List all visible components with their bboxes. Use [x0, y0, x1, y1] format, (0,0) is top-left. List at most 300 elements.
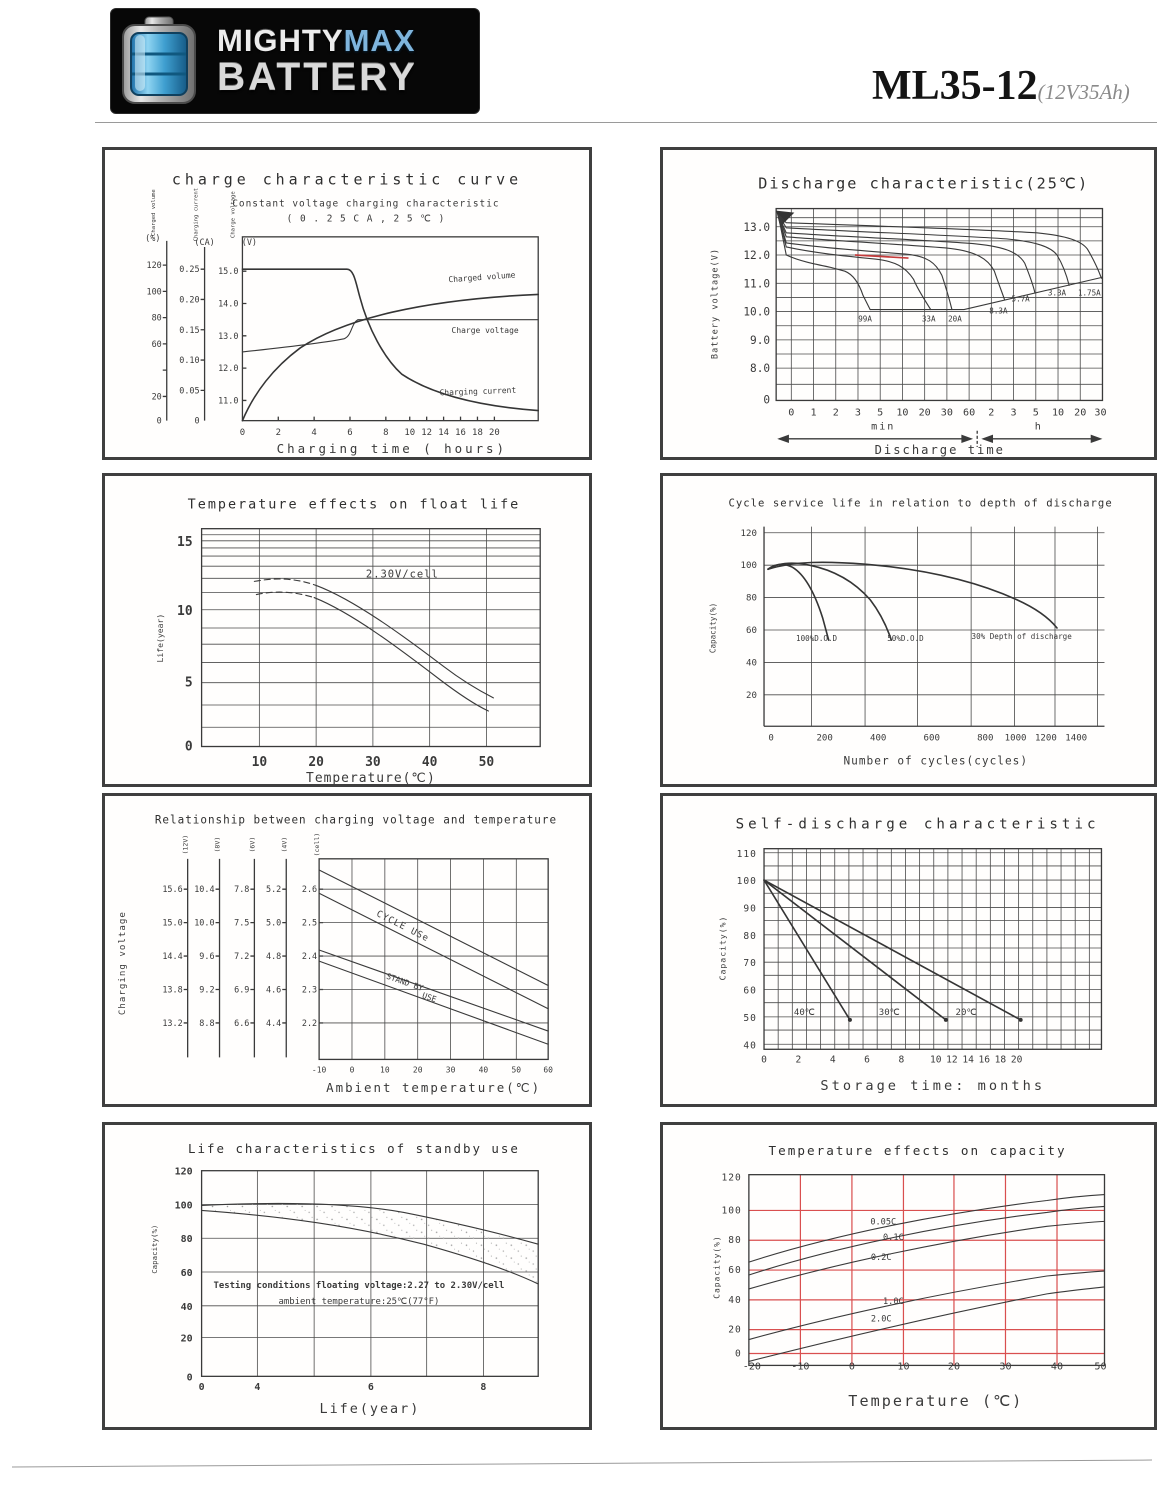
band-top-dashed [254, 579, 316, 585]
x-axis-label: Ambient temperature(℃) [326, 1079, 542, 1095]
tick: 6 [367, 1382, 374, 1394]
chart-subtitle2: ( 0 . 2 5 C A , 2 5 ℃ ) [286, 213, 446, 225]
label-30C: 30℃ [878, 1007, 900, 1018]
tick: 120 [721, 1172, 742, 1184]
tick: 120 [146, 261, 162, 272]
tick: 20 [1010, 1054, 1023, 1066]
tick: 0.20 [179, 295, 200, 306]
bands [319, 870, 548, 1044]
tick: 20 [746, 690, 757, 701]
scale-header-4v: (4V) [280, 836, 289, 853]
curve-0.2C [749, 1221, 1105, 1289]
grid [764, 849, 1101, 1050]
x-tick-labels [743, 1361, 1107, 1372]
x-tick-labels [252, 755, 495, 770]
tick: 8.0 [750, 362, 771, 376]
y-axis-label: Capacity(%) [149, 1224, 159, 1274]
tick: 60 [746, 626, 757, 637]
tick: 11.0 [218, 396, 239, 407]
tick: 1000 [1004, 733, 1027, 744]
tick: 18 [472, 427, 483, 438]
grid [764, 527, 1104, 727]
x-axis-label: Charging time ( hours) [276, 440, 507, 456]
y-axis-label: Charging voltage [117, 911, 128, 1016]
tick: 40 [478, 1065, 489, 1075]
tick: 60 [543, 1065, 553, 1075]
tick: 2.5 [301, 918, 318, 929]
tick: 11.0 [743, 277, 771, 291]
tick: 12.0 [743, 249, 771, 263]
curve-labels [796, 632, 1072, 643]
scale-ticks [162, 885, 317, 1029]
tick: 40 [728, 1294, 742, 1306]
label-0.2C: 0.2C [870, 1253, 892, 1264]
plot-border [202, 1171, 539, 1377]
tick: 10 [1051, 407, 1065, 419]
tick: 100 [740, 561, 757, 572]
panel-temperature-capacity [660, 1122, 1157, 1430]
curve-20C [764, 880, 1021, 1020]
brand-text [217, 25, 418, 97]
label-99A: 99A [858, 314, 872, 324]
tick: 12 [421, 427, 433, 438]
tick: 3 [1010, 407, 1017, 419]
curve-charge-voltage [242, 320, 538, 352]
chart-temperature-capacity [663, 1125, 1154, 1427]
x-axis-label: Temperature (℃) [848, 1392, 1024, 1411]
panel-cycle-service-life [660, 473, 1157, 787]
tick: 6.9 [234, 985, 250, 996]
tick: 70 [743, 958, 757, 970]
footer-divider [12, 1460, 1152, 1468]
label-0.1C: 0.1C [883, 1233, 904, 1244]
pct-tick-labels [146, 261, 161, 427]
chart-cycle-service-life [663, 476, 1154, 784]
label-1.0C: 1.0C [883, 1296, 904, 1307]
label-charging-current: Charging current [439, 385, 517, 398]
tick: 8.8 [199, 1018, 215, 1030]
tick: 0 [194, 416, 200, 427]
tick: 5 [877, 407, 884, 419]
v-tick-labels [218, 267, 238, 406]
tick: 60 [743, 985, 757, 997]
band-bottom [314, 598, 488, 711]
tick: 4 [311, 427, 317, 438]
tick: 16 [978, 1054, 991, 1066]
tick: 8 [383, 427, 389, 438]
tick: 0 [239, 427, 246, 438]
tick: 6 [347, 427, 353, 438]
tick: 14 [962, 1054, 974, 1066]
tick: 9.6 [199, 952, 215, 963]
tick: 2 [795, 1054, 802, 1066]
tick: 14 [438, 427, 449, 438]
chart-title: Life characteristics of standby use [188, 1140, 520, 1156]
rotated-axis-captions [151, 188, 237, 241]
chart-title: Temperature effects on float life [187, 496, 521, 513]
tick: 7.8 [234, 885, 250, 896]
tick: 15.6 [162, 885, 183, 896]
brand-line1 [217, 25, 418, 56]
label-1.75A: 1.75A [1077, 288, 1101, 298]
tick: 0 [349, 1065, 355, 1075]
label-30dod: 30% Depth of discharge [971, 632, 1072, 642]
tick: 20 [488, 427, 500, 438]
chart-title: Relationship between charging voltage and temperature [154, 813, 558, 827]
axis-caption-charge-voltage: Charge voltage [230, 191, 237, 238]
tick: 100 [146, 287, 162, 298]
tick: 1 [810, 407, 817, 419]
tick: 9.2 [199, 985, 215, 996]
tick: 0 [184, 739, 193, 755]
band-labels [375, 909, 438, 1004]
curve-3.3A [778, 215, 1069, 286]
tick: 10 [897, 1361, 910, 1373]
curve-99A [778, 215, 870, 310]
tick: 14.4 [162, 952, 183, 963]
red-grid [749, 1175, 1105, 1366]
label-standby: STAND BY [385, 971, 425, 993]
tick: 2 [988, 407, 995, 419]
tick: 2.2 [301, 1018, 318, 1030]
x-tick-labels [240, 428, 500, 438]
y-tick-labels [177, 535, 193, 755]
tick: 50 [511, 1065, 522, 1075]
y-tick-labels [737, 849, 757, 1052]
model-capacity: (12V35Ah) [1037, 80, 1130, 104]
axis-units [145, 234, 257, 248]
tick: 0 [848, 1361, 855, 1373]
grid [202, 529, 541, 747]
tick: 120 [740, 528, 757, 539]
tick: 0 [186, 1372, 193, 1384]
h-group-label: h [1034, 421, 1043, 433]
tick: 80 [746, 593, 757, 604]
curve-charged-volume [242, 294, 538, 420]
tick: 20 [180, 1333, 193, 1345]
label-20C: 20℃ [955, 1007, 977, 1018]
band-top [316, 585, 493, 697]
tick: 20 [151, 392, 162, 403]
chart-title: Self-discharge characteristic [735, 816, 1100, 833]
y-axis-label: Battery voltage(V) [710, 247, 721, 360]
y-axis-label: Capacity(%) [708, 602, 718, 654]
tick: 10.0 [743, 305, 771, 319]
tick: 8 [480, 1382, 487, 1394]
tick: 50 [478, 754, 495, 770]
tick: 200 [816, 733, 833, 744]
x-axis-label: Storage time: months [820, 1077, 1046, 1094]
chart-title: Cycle service life in relation to depth of discharge [728, 496, 1113, 510]
curve-100dod [768, 564, 829, 640]
brand-battery: BATTERY [217, 56, 418, 99]
axis-caption-charged-volume: Charged volume [150, 189, 157, 236]
tick: 4 [829, 1054, 836, 1066]
y-tick-labels [743, 221, 770, 407]
chart-title: charge characteristic curve [171, 170, 523, 189]
chart-title: Temperature effects on capacity [768, 1142, 1067, 1158]
tick: 2.4 [301, 952, 318, 963]
label-5.7A: 5.7A [1011, 294, 1030, 304]
plot-border [202, 529, 541, 747]
brand-max: MAX [343, 23, 416, 58]
tick: 40 [743, 1040, 757, 1052]
chart-charging-voltage-temperature [105, 796, 589, 1104]
tick: 20 [412, 1065, 423, 1075]
x-tick-labels [312, 1066, 553, 1075]
annotation-ambient: ambient temperature:25℃(77°F) [278, 1296, 440, 1307]
scale-header-6v: (6V) [248, 836, 257, 853]
tick: 60 [180, 1268, 193, 1279]
model-header [872, 62, 1130, 110]
y-tick-labels [721, 1173, 741, 1360]
tick: 50 [1094, 1361, 1107, 1373]
band-curves [254, 579, 493, 711]
curve-labels [794, 1008, 977, 1018]
chart-self-discharge [663, 796, 1154, 1104]
chart-title: Discharge characteristic(25℃) [758, 174, 1090, 193]
axes [764, 527, 1104, 727]
tick: 4 [254, 1382, 261, 1394]
label-2.0C: 2.0C [870, 1314, 892, 1325]
tick: 20 [947, 1361, 961, 1373]
tick: 40 [180, 1301, 193, 1313]
tick: 30 [445, 1065, 456, 1075]
curve-0.05C [749, 1195, 1105, 1263]
tick: 30 [1094, 407, 1107, 419]
tick: 0 [198, 1382, 205, 1394]
panel-self-discharge [660, 793, 1157, 1107]
curve-50dod [768, 563, 891, 640]
tick: 100 [736, 876, 757, 888]
y-axis-label: Capacity(%) [717, 915, 728, 981]
curves [242, 269, 538, 420]
x-axis-label: Number of cycles(cycles) [843, 754, 1029, 768]
tick: 400 [869, 733, 887, 744]
tick: 2.3 [301, 985, 318, 996]
cycle-band-top [319, 870, 548, 986]
tick: 10 [380, 1065, 390, 1075]
tick: 4.6 [266, 985, 282, 996]
tick: 1200 [1034, 733, 1057, 744]
x-tick-labels [199, 1382, 487, 1393]
tick: 13.0 [218, 331, 239, 342]
tick: 60 [963, 407, 976, 419]
tick: 10.4 [194, 885, 215, 896]
endpoint-20C [1019, 1018, 1023, 1022]
curve-labels [439, 271, 518, 398]
tick: 30 [999, 1361, 1012, 1373]
label-0.05C: 0.05C [870, 1217, 897, 1228]
label-3.3A: 3.3A [1047, 288, 1067, 298]
standby-band-top [319, 950, 548, 1031]
label-33A: 33A [921, 314, 936, 324]
annotation-voltage: 2.30V/cell [365, 568, 439, 581]
chart-subtitle: Constant voltage charging characteristic [232, 198, 500, 210]
tick: 15.0 [218, 267, 239, 278]
x-axis-label: Discharge time [874, 442, 1006, 457]
tick: 100 [721, 1205, 742, 1217]
chart-standby-life [105, 1125, 589, 1427]
tick: 20 [728, 1324, 742, 1336]
tick: 10 [404, 427, 416, 438]
tick: 50 [743, 1012, 757, 1024]
tick: 1400 [1065, 733, 1088, 744]
tick: 0 [788, 407, 795, 419]
y-tick-labels [741, 529, 757, 701]
y-axis-label: Capacity(%) [712, 1235, 722, 1299]
scale-header-cell: (cell) [313, 832, 322, 857]
tick: 16 [455, 427, 466, 438]
tick: 20 [308, 754, 324, 770]
tick: 90 [743, 903, 757, 915]
annotation-test-conditions: Testing conditions floating voltage:2.27 to 2.30V/cell [213, 1280, 505, 1291]
tick: 80 [151, 313, 162, 324]
tick: 80 [180, 1234, 193, 1246]
label-100dod: 100%D.O.D [796, 634, 838, 644]
tick: 30 [940, 407, 953, 419]
tick: 0.15 [179, 325, 200, 336]
curves [749, 1195, 1105, 1362]
tick: 15 [177, 534, 193, 550]
grid [202, 1171, 539, 1377]
curve-1.75A [778, 215, 1101, 279]
tick: 2 [832, 407, 839, 419]
label-40C: 40℃ [793, 1007, 816, 1018]
v-axis-unit: (V) [241, 237, 258, 248]
tick: 30 [365, 754, 381, 770]
plot-border [776, 209, 1102, 401]
tick: 0 [763, 393, 771, 407]
ca-tick-labels [179, 265, 199, 427]
tick: 6 [864, 1054, 870, 1066]
endpoint-30C [944, 1018, 948, 1022]
tick: 4.4 [266, 1018, 282, 1030]
tick: 12.0 [218, 364, 239, 375]
header-divider [95, 122, 1157, 123]
label-charge-voltage: Charge voltage [451, 325, 519, 335]
scale-header-12v: (12V) [181, 834, 190, 855]
tick: 2.6 [301, 885, 318, 896]
tick: 10 [177, 603, 193, 619]
curve-30C [764, 880, 946, 1020]
tick: -10 [791, 1361, 810, 1373]
tick: 8 [898, 1054, 905, 1066]
axis-caption-charging-current: Charging current [193, 187, 200, 242]
tick: 14.0 [218, 299, 239, 310]
tick: 0 [156, 416, 162, 427]
tick: 10 [896, 407, 909, 419]
brand-mighty: MIGHTY [217, 23, 344, 58]
x-axis-label: Temperature(℃) [306, 770, 436, 784]
tick: 0 [761, 1054, 767, 1066]
band-bottom-dashed [256, 592, 314, 597]
tick: 20 [918, 407, 931, 419]
tick: 5 [184, 675, 193, 691]
tick: 5.2 [266, 885, 282, 896]
tick: 9.0 [750, 333, 771, 347]
tick: 100 [174, 1200, 193, 1212]
tick: 4.8 [266, 952, 282, 963]
chart-discharge-characteristic [663, 150, 1154, 457]
tick: 13.8 [162, 985, 183, 996]
curve-40C [764, 880, 850, 1020]
panel-standby-life [102, 1122, 592, 1430]
grid [776, 209, 1102, 401]
tick: 120 [174, 1166, 193, 1178]
tick: 0.10 [179, 356, 200, 367]
cycle-band-bottom [319, 893, 548, 1009]
tick: 7.2 [234, 952, 250, 963]
x-tick-labels [788, 408, 1106, 419]
curves [764, 880, 1023, 1022]
chart-charge-characteristic [105, 150, 589, 457]
tick: 600 [923, 733, 940, 744]
label-50dod: 50%D.O.D [887, 634, 924, 644]
label-8.3A: 8.3A [989, 306, 1008, 316]
y-axis-label: Life(year) [155, 613, 165, 663]
label-standby-use: USE [421, 990, 438, 1005]
tick: 80 [728, 1235, 742, 1247]
tick: 6.6 [234, 1018, 250, 1030]
tick: 10.0 [194, 918, 215, 929]
label-20A: 20A [948, 314, 962, 324]
plot-border [764, 849, 1101, 1050]
tick: 5.0 [266, 918, 282, 929]
tick: 10 [929, 1054, 942, 1066]
min-group-label: min [871, 421, 896, 433]
endpoint-40C [848, 1018, 852, 1022]
endpoint-line [870, 277, 1102, 309]
panel-charge-characteristic-curve [102, 147, 592, 460]
panel-charging-voltage-temperature [102, 793, 592, 1107]
curve-5.7A [778, 215, 1035, 293]
panel-float-life [102, 473, 592, 787]
label-cycle-use: CYCLE USe [374, 909, 431, 945]
tick: 40 [746, 658, 757, 669]
tick: 3 [854, 407, 862, 419]
tick: 10 [251, 754, 268, 770]
tick: 12 [946, 1054, 958, 1066]
tick: 0.05 [179, 386, 200, 397]
tick: 13.2 [162, 1018, 183, 1030]
chart-float-life [105, 476, 589, 784]
tick: 7.5 [234, 918, 250, 929]
tick: 0 [768, 733, 774, 744]
y-tick-labels [175, 1167, 193, 1384]
tick: 800 [977, 733, 994, 744]
tick: -20 [742, 1361, 762, 1373]
pct-axis-unit: (%) [145, 233, 161, 244]
label-charged-volume: Charged volume [448, 270, 516, 285]
tick: -10 [311, 1065, 327, 1075]
tick: 80 [743, 930, 757, 942]
ca-axis-unit: (CA) [194, 237, 215, 248]
scale-headers [182, 833, 321, 857]
model-number: ML35-12 [872, 63, 1038, 109]
tick: 60 [728, 1265, 742, 1276]
tick: 40 [1050, 1361, 1064, 1373]
tick: 20 [1074, 407, 1087, 419]
tick: 60 [151, 339, 162, 350]
x-tick-labels [761, 1054, 1022, 1065]
tick: 18 [994, 1054, 1007, 1066]
tick: 0.25 [179, 265, 200, 276]
tick: 13.0 [743, 220, 771, 234]
x-axis-label: Life(year) [319, 1402, 421, 1418]
brand-logo [110, 8, 480, 114]
tick: 5 [1032, 407, 1039, 419]
